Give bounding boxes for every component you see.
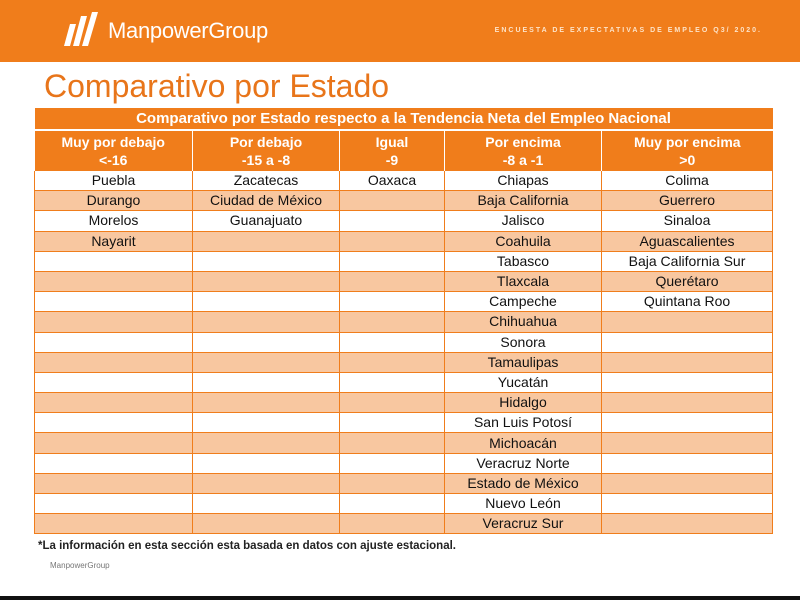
survey-title: ENCUESTA DE EXPECTATIVAS DE EMPLEO Q3/ 2020. [494, 27, 762, 34]
table-cell [340, 312, 445, 332]
table-cell: Yucatán [445, 372, 602, 392]
table-cell: Tabasco [445, 251, 602, 271]
column-header [35, 130, 193, 171]
column-header-range: -8 a -1 [502, 152, 544, 168]
column-header [193, 130, 340, 171]
table-cell [193, 251, 340, 271]
table-cell [602, 352, 773, 372]
table-row [35, 393, 773, 413]
table-cell: Chihuahua [445, 312, 602, 332]
table-row [35, 433, 773, 453]
manpower-logo-icon [60, 10, 104, 50]
table-cell [193, 453, 340, 473]
table-cell: Sinaloa [602, 211, 773, 231]
table-cell: Chiapas [445, 171, 602, 191]
table-cell [35, 413, 193, 433]
table-row [35, 372, 773, 392]
table-cell: Morelos [35, 211, 193, 231]
table-cell: San Luis Potosí [445, 413, 602, 433]
table-cell [193, 292, 340, 312]
table-cell: Quintana Roo [602, 292, 773, 312]
table-cell [602, 433, 773, 453]
table-cell [602, 514, 773, 534]
table-cell [340, 231, 445, 251]
table-row [35, 332, 773, 352]
table-cell [602, 494, 773, 514]
table-row [35, 271, 773, 291]
table-cell [602, 312, 773, 332]
table-row [35, 453, 773, 473]
table-cell: Michoacán [445, 433, 602, 453]
table-cell [193, 413, 340, 433]
table-cell: Nayarit [35, 231, 193, 251]
table-cell: Coahuila [445, 231, 602, 251]
table-cell: Guanajuato [193, 211, 340, 231]
table-cell [602, 413, 773, 433]
table-cell: Aguascalientes [602, 231, 773, 251]
table-cell [340, 352, 445, 372]
table-cell: Sonora [445, 332, 602, 352]
table-cell [35, 473, 193, 493]
table-cell [35, 453, 193, 473]
table-cell [602, 372, 773, 392]
table-cell [340, 494, 445, 514]
column-header-row [35, 130, 773, 171]
table-cell [35, 271, 193, 291]
table-cell [193, 271, 340, 291]
table-row [35, 352, 773, 372]
table-cell: Puebla [35, 171, 193, 191]
table-cell: Ciudad de México [193, 191, 340, 211]
table-title: Comparativo por Estado respecto a la Tendencia Neta del Empleo Nacional [35, 108, 773, 130]
table-row [35, 494, 773, 514]
table-cell: Colima [602, 171, 773, 191]
table-cell [340, 211, 445, 231]
table-cell [340, 292, 445, 312]
table-cell: Veracruz Norte [445, 453, 602, 473]
table-cell [35, 352, 193, 372]
table-cell [602, 393, 773, 413]
column-header-label: Por debajo [229, 134, 303, 150]
table-cell: Oaxaca [340, 171, 445, 191]
column-header-label: Muy por debajo [61, 134, 165, 150]
table-cell [340, 413, 445, 433]
table-cell [193, 494, 340, 514]
table-cell [35, 312, 193, 332]
table-cell: Nuevo León [445, 494, 602, 514]
table-cell: Estado de México [445, 473, 602, 493]
table-cell: Querétaro [602, 271, 773, 291]
column-header [445, 130, 602, 171]
column-header-range: -9 [385, 152, 399, 168]
table-cell [602, 332, 773, 352]
column-header-label: Por encima [485, 134, 561, 150]
table-cell [193, 312, 340, 332]
table-row [35, 171, 773, 191]
table-cell [35, 251, 193, 271]
table-cell [35, 514, 193, 534]
table-cell [193, 372, 340, 392]
column-header-label: Igual [375, 134, 409, 150]
table-row [35, 191, 773, 211]
table-row [35, 251, 773, 271]
table-cell [602, 473, 773, 493]
column-header-range: >0 [679, 152, 696, 168]
column-header-range: -15 a -8 [241, 152, 291, 168]
table-cell [193, 514, 340, 534]
table-cell: Baja California Sur [602, 251, 773, 271]
table-cell: Hidalgo [445, 393, 602, 413]
table-row [35, 211, 773, 231]
table-cell [340, 271, 445, 291]
table-cell [193, 332, 340, 352]
table-cell [193, 473, 340, 493]
table-cell [340, 514, 445, 534]
table-row [35, 292, 773, 312]
column-header [602, 130, 773, 171]
table-cell [340, 393, 445, 413]
table-row [35, 473, 773, 493]
table-cell [602, 453, 773, 473]
table-cell [35, 433, 193, 453]
column-header-range: <-16 [99, 152, 128, 168]
table-cell [340, 332, 445, 352]
table-cell [340, 372, 445, 392]
table-row [35, 413, 773, 433]
table-cell [35, 292, 193, 312]
state-comparison-table [34, 108, 773, 534]
footnote: *La información en esta sección esta basada en datos con ajuste estacional. [38, 540, 456, 552]
table-row [35, 231, 773, 251]
column-header-label: Muy por encima [633, 134, 741, 150]
table-row [35, 514, 773, 534]
table-cell [35, 332, 193, 352]
table-cell: Tlaxcala [445, 271, 602, 291]
brand-name: ManpowerGroup [108, 18, 268, 43]
table-cell: Jalisco [445, 211, 602, 231]
table-cell [340, 453, 445, 473]
column-header [340, 130, 445, 171]
table-cell [340, 473, 445, 493]
table-cell [193, 231, 340, 251]
table-body [35, 171, 773, 534]
table-cell [340, 251, 445, 271]
table-cell [340, 433, 445, 453]
table-cell [193, 433, 340, 453]
table-cell: Veracruz Sur [445, 514, 602, 534]
page-title: Comparativo por Estado [44, 68, 390, 104]
table-row [35, 312, 773, 332]
table-cell [193, 393, 340, 413]
footer-brand: ManpowerGroup [50, 561, 110, 570]
header-bar [0, 0, 800, 62]
table-cell: Zacatecas [193, 171, 340, 191]
table-cell: Tamaulipas [445, 352, 602, 372]
table-cell: Guerrero [602, 191, 773, 211]
table-cell: Baja California [445, 191, 602, 211]
table-cell [193, 352, 340, 372]
table-cell [340, 191, 445, 211]
table-cell [35, 494, 193, 514]
table-cell: Campeche [445, 292, 602, 312]
table-cell [35, 372, 193, 392]
table-cell [35, 393, 193, 413]
table-cell: Durango [35, 191, 193, 211]
